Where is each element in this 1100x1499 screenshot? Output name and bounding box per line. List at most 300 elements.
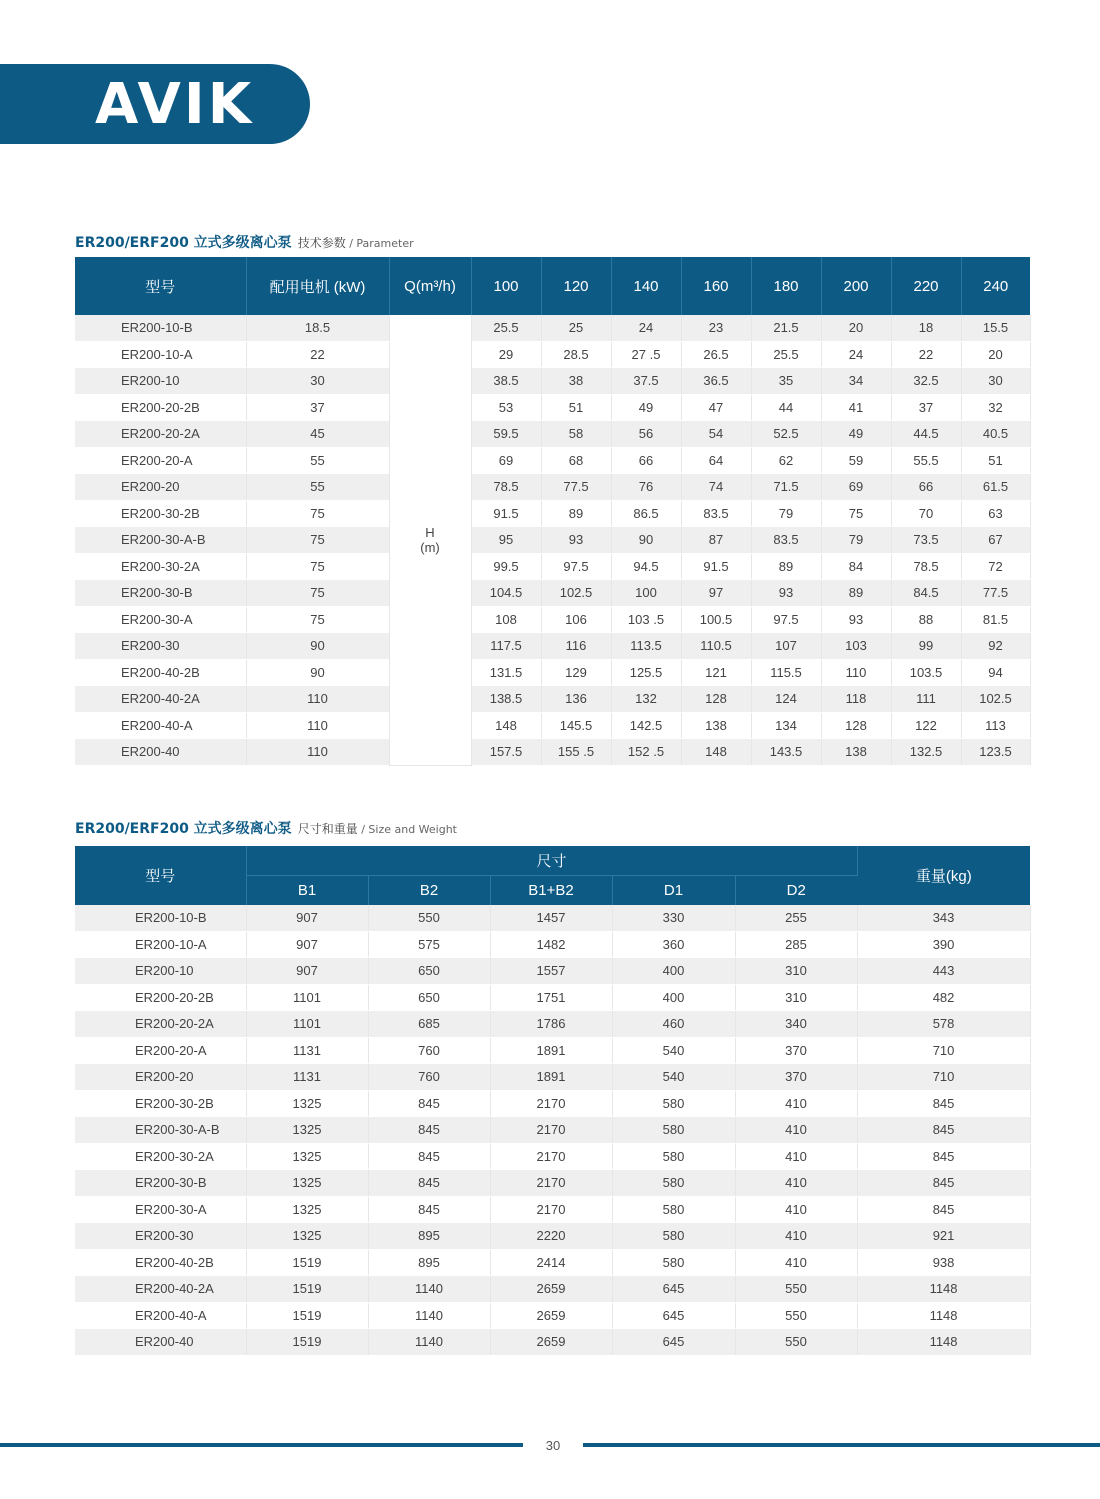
table-row [75, 1064, 1030, 1091]
head-value-cell: 90 [611, 527, 681, 554]
head-value-cell: 116 [541, 633, 611, 660]
model-cell: ER200-20-2B [75, 984, 246, 1011]
model-cell: ER200-20 [75, 1064, 246, 1091]
head-value-cell: 25.5 [751, 341, 821, 368]
head-value-cell: 66 [891, 474, 961, 501]
model-cell: ER200-30-2B [75, 1090, 246, 1117]
dimension-cell: 845 [368, 1090, 490, 1117]
head-value-cell: 91.5 [681, 553, 751, 580]
head-value-cell: 28.5 [541, 341, 611, 368]
head-value-cell: 123.5 [961, 739, 1030, 766]
motor-power-cell: 75 [246, 527, 389, 554]
weight-cell: 1148 [857, 1302, 1030, 1329]
motor-power-cell: 37 [246, 394, 389, 421]
dimension-cell: 685 [368, 1011, 490, 1038]
head-value-cell: 106 [541, 606, 611, 633]
table-row [75, 1170, 1030, 1197]
size-header-dimensions: 尺寸 [246, 846, 857, 876]
model-cell: ER200-30-A-B [75, 1117, 246, 1144]
header-flow: Q(m³/h) [389, 257, 471, 315]
head-value-cell: 124 [751, 686, 821, 713]
model-cell: ER200-20-A [75, 1037, 246, 1064]
model-cell: ER200-20-2A [75, 421, 246, 448]
size-section-title [75, 818, 457, 838]
head-value-cell: 51 [961, 447, 1030, 474]
head-value-cell: 93 [751, 580, 821, 607]
dimension-cell: 1140 [368, 1276, 490, 1303]
model-cell: ER200-40-2B [75, 1249, 246, 1276]
dimension-cell: 580 [612, 1170, 735, 1197]
head-value-cell: 61.5 [961, 474, 1030, 501]
head-value-cell: 117.5 [471, 633, 541, 660]
head-value-cell: 38 [541, 368, 611, 395]
motor-power-cell: 30 [246, 368, 389, 395]
motor-power-cell: 110 [246, 739, 389, 766]
dimension-cell: 1519 [246, 1329, 368, 1356]
head-value-cell: 132 [611, 686, 681, 713]
head-value-cell: 97.5 [751, 606, 821, 633]
head-value-cell: 68 [541, 447, 611, 474]
head-value-cell: 111 [891, 686, 961, 713]
dimension-cell: 460 [612, 1011, 735, 1038]
dimension-cell: 1325 [246, 1223, 368, 1250]
dimension-cell: 650 [368, 958, 490, 985]
dimension-cell: 310 [735, 958, 857, 985]
table-row [75, 606, 1030, 633]
header-q-200: 200 [821, 257, 891, 315]
weight-cell: 710 [857, 1064, 1030, 1091]
weight-cell: 845 [857, 1090, 1030, 1117]
head-value-cell: 145.5 [541, 712, 611, 739]
dimension-cell: 1325 [246, 1196, 368, 1223]
head-value-cell: 37.5 [611, 368, 681, 395]
model-cell: ER200-40-A [75, 1302, 246, 1329]
dimension-cell: 2170 [490, 1090, 612, 1117]
table-row [75, 341, 1030, 368]
head-value-cell: 110 [821, 659, 891, 686]
head-value-cell: 97 [681, 580, 751, 607]
head-value-cell: 74 [681, 474, 751, 501]
head-value-cell: 34 [821, 368, 891, 395]
dimension-cell: 1325 [246, 1090, 368, 1117]
dimension-cell: 1891 [490, 1064, 612, 1091]
head-value-cell: 94.5 [611, 553, 681, 580]
head-value-cell: 103.5 [891, 659, 961, 686]
head-value-cell: 18 [891, 315, 961, 341]
table-row [75, 1249, 1030, 1276]
table-row [75, 474, 1030, 501]
dimension-cell: 2170 [490, 1170, 612, 1197]
dimension-cell: 845 [368, 1117, 490, 1144]
head-value-cell: 122 [891, 712, 961, 739]
dimension-cell: 1101 [246, 1011, 368, 1038]
head-value-cell: 138 [681, 712, 751, 739]
motor-power-cell: 75 [246, 500, 389, 527]
dimension-cell: 650 [368, 984, 490, 1011]
model-cell: ER200-30-B [75, 580, 246, 607]
table-row [75, 905, 1030, 931]
weight-cell: 578 [857, 1011, 1030, 1038]
model-cell: ER200-10-A [75, 931, 246, 958]
header-q-100: 100 [471, 257, 541, 315]
motor-power-cell: 45 [246, 421, 389, 448]
table-row [75, 1117, 1030, 1144]
dimension-cell: 2170 [490, 1143, 612, 1170]
head-value-cell: 53 [471, 394, 541, 421]
brand-banner [0, 64, 310, 144]
dimension-cell: 370 [735, 1064, 857, 1091]
head-value-cell: 89 [541, 500, 611, 527]
weight-cell: 938 [857, 1249, 1030, 1276]
weight-cell: 1148 [857, 1276, 1030, 1303]
table-row [75, 368, 1030, 395]
head-value-cell: 66 [611, 447, 681, 474]
dimension-cell: 550 [735, 1276, 857, 1303]
model-cell: ER200-10 [75, 368, 246, 395]
dimension-cell: 760 [368, 1037, 490, 1064]
head-value-cell: 21.5 [751, 315, 821, 341]
head-value-cell: 134 [751, 712, 821, 739]
head-value-cell: 24 [821, 341, 891, 368]
dimension-cell: 310 [735, 984, 857, 1011]
head-value-cell: 38.5 [471, 368, 541, 395]
footer-line-left [0, 1443, 523, 1447]
head-value-cell: 157.5 [471, 739, 541, 766]
size-header-row-top [75, 846, 1030, 876]
head-value-cell: 125.5 [611, 659, 681, 686]
head-value-cell: 91.5 [471, 500, 541, 527]
table-row [75, 1329, 1030, 1356]
head-value-cell: 63 [961, 500, 1030, 527]
model-cell: ER200-40-2A [75, 1276, 246, 1303]
dimension-cell: 845 [368, 1170, 490, 1197]
size-title-sub-en: / Size and Weight [357, 823, 457, 836]
dimension-cell: 907 [246, 931, 368, 958]
head-value-cell: 99 [891, 633, 961, 660]
head-value-cell: 37 [891, 394, 961, 421]
head-value-cell: 41 [821, 394, 891, 421]
weight-cell: 710 [857, 1037, 1030, 1064]
head-value-cell: 77.5 [961, 580, 1030, 607]
head-value-cell: 113 [961, 712, 1030, 739]
motor-power-cell: 22 [246, 341, 389, 368]
size-header-weight: 重量(kg) [857, 846, 1030, 905]
model-cell: ER200-30-2B [75, 500, 246, 527]
model-cell: ER200-30-2A [75, 553, 246, 580]
dimension-cell: 845 [368, 1143, 490, 1170]
head-value-cell: 104.5 [471, 580, 541, 607]
head-value-cell: 47 [681, 394, 751, 421]
head-value-cell: 25.5 [471, 315, 541, 341]
head-value-cell: 35 [751, 368, 821, 395]
dimension-cell: 2659 [490, 1276, 612, 1303]
parameter-title-sub-en: / Parameter [345, 237, 414, 250]
head-value-cell: 67 [961, 527, 1030, 554]
dimension-cell: 1131 [246, 1064, 368, 1091]
head-value-cell: 93 [821, 606, 891, 633]
head-value-cell: 83.5 [681, 500, 751, 527]
dimension-cell: 1101 [246, 984, 368, 1011]
head-value-cell: 88 [891, 606, 961, 633]
size-header-model: 型号 [75, 846, 246, 905]
table-row [75, 659, 1030, 686]
weight-cell: 1148 [857, 1329, 1030, 1356]
table-row [75, 931, 1030, 958]
table-row [75, 553, 1030, 580]
head-value-cell: 128 [821, 712, 891, 739]
dimension-cell: 1519 [246, 1302, 368, 1329]
head-value-cell: 58 [541, 421, 611, 448]
size-header-b2: B2 [368, 876, 490, 906]
head-value-cell: 75 [821, 500, 891, 527]
motor-power-cell: 55 [246, 474, 389, 501]
table-row [75, 712, 1030, 739]
head-value-cell: 78.5 [471, 474, 541, 501]
dimension-cell: 580 [612, 1143, 735, 1170]
header-motor-power: 配用电机 (kW) [246, 257, 389, 315]
table-row [75, 984, 1030, 1011]
table-row [75, 1011, 1030, 1038]
head-value-cell: 94 [961, 659, 1030, 686]
model-cell: ER200-10 [75, 958, 246, 985]
head-value-cell: 100.5 [681, 606, 751, 633]
table-row [75, 394, 1030, 421]
parameter-title-main: ER200/ERF200 立式多级离心泵 [75, 235, 292, 251]
dimension-cell: 895 [368, 1249, 490, 1276]
model-cell: ER200-20 [75, 474, 246, 501]
dimension-cell: 400 [612, 984, 735, 1011]
dimension-cell: 580 [612, 1090, 735, 1117]
dimension-cell: 2414 [490, 1249, 612, 1276]
head-value-cell: 52.5 [751, 421, 821, 448]
weight-cell: 390 [857, 931, 1030, 958]
head-value-cell: 136 [541, 686, 611, 713]
head-value-cell: 129 [541, 659, 611, 686]
head-value-cell: 148 [681, 739, 751, 766]
head-value-cell: 113.5 [611, 633, 681, 660]
head-value-cell: 100 [611, 580, 681, 607]
dimension-cell: 550 [735, 1329, 857, 1356]
header-q-160: 160 [681, 257, 751, 315]
table-row [75, 1302, 1030, 1329]
dimension-cell: 1557 [490, 958, 612, 985]
head-value-cell: 148 [471, 712, 541, 739]
head-value-cell: 93 [541, 527, 611, 554]
head-value-cell: 142.5 [611, 712, 681, 739]
parameter-section-title [75, 232, 414, 252]
model-cell: ER200-30-B [75, 1170, 246, 1197]
head-value-cell: 27 .5 [611, 341, 681, 368]
model-cell: ER200-30-A-B [75, 527, 246, 554]
head-value-cell: 86.5 [611, 500, 681, 527]
head-unit-label: H [425, 524, 435, 540]
dimension-cell: 645 [612, 1329, 735, 1356]
head-value-cell: 131.5 [471, 659, 541, 686]
table-row [75, 1276, 1030, 1303]
head-value-cell: 25 [541, 315, 611, 341]
size-header-b1: B1 [246, 876, 368, 906]
head-value-cell: 30 [961, 368, 1030, 395]
header-q-180: 180 [751, 257, 821, 315]
head-value-cell: 102.5 [961, 686, 1030, 713]
head-value-cell: 73.5 [891, 527, 961, 554]
parameter-table [75, 257, 1031, 766]
head-value-cell: 128 [681, 686, 751, 713]
model-cell: ER200-40-A [75, 712, 246, 739]
dimension-cell: 1751 [490, 984, 612, 1011]
dimension-cell: 1519 [246, 1249, 368, 1276]
weight-cell: 443 [857, 958, 1030, 985]
head-value-cell: 15.5 [961, 315, 1030, 341]
size-weight-table [75, 846, 1031, 1356]
footer-line-right [583, 1443, 1100, 1447]
head-value-cell: 26.5 [681, 341, 751, 368]
dimension-cell: 1519 [246, 1276, 368, 1303]
dimension-cell: 2659 [490, 1302, 612, 1329]
dimension-cell: 580 [612, 1117, 735, 1144]
head-value-cell: 92 [961, 633, 1030, 660]
head-value-cell: 62 [751, 447, 821, 474]
motor-power-cell: 110 [246, 686, 389, 713]
weight-cell: 482 [857, 984, 1030, 1011]
dimension-cell: 410 [735, 1223, 857, 1250]
dimension-cell: 1140 [368, 1302, 490, 1329]
model-cell: ER200-30-A [75, 1196, 246, 1223]
head-value-cell: 71.5 [751, 474, 821, 501]
head-value-cell: 59.5 [471, 421, 541, 448]
header-q-140: 140 [611, 257, 681, 315]
dimension-cell: 645 [612, 1276, 735, 1303]
head-value-cell: 89 [821, 580, 891, 607]
model-cell: ER200-40-2B [75, 659, 246, 686]
model-cell: ER200-30 [75, 633, 246, 660]
model-cell: ER200-20-A [75, 447, 246, 474]
motor-power-cell: 90 [246, 659, 389, 686]
dimension-cell: 2220 [490, 1223, 612, 1250]
head-value-cell: 121 [681, 659, 751, 686]
dimension-cell: 1140 [368, 1329, 490, 1356]
dimension-cell: 1325 [246, 1170, 368, 1197]
table-row [75, 1196, 1030, 1223]
dimension-cell: 907 [246, 905, 368, 931]
head-value-cell: 32.5 [891, 368, 961, 395]
dimension-cell: 1482 [490, 931, 612, 958]
head-unit-meter: (m) [420, 539, 440, 555]
weight-cell: 845 [857, 1117, 1030, 1144]
table-row [75, 686, 1030, 713]
dimension-cell: 410 [735, 1170, 857, 1197]
head-value-cell: 103 [821, 633, 891, 660]
header-q-220: 220 [891, 257, 961, 315]
weight-cell: 343 [857, 905, 1030, 931]
head-value-cell: 79 [821, 527, 891, 554]
model-cell: ER200-20-2B [75, 394, 246, 421]
head-value-cell: 70 [891, 500, 961, 527]
dimension-cell: 330 [612, 905, 735, 931]
size-header-d2: D2 [735, 876, 857, 906]
dimension-cell: 370 [735, 1037, 857, 1064]
head-value-cell: 87 [681, 527, 751, 554]
table-row [75, 580, 1030, 607]
head-value-cell: 54 [681, 421, 751, 448]
head-value-cell: 51 [541, 394, 611, 421]
dimension-cell: 400 [612, 958, 735, 985]
head-value-cell: 59 [821, 447, 891, 474]
header-model: 型号 [75, 257, 246, 315]
head-value-cell: 69 [471, 447, 541, 474]
head-value-cell: 83.5 [751, 527, 821, 554]
head-value-cell: 44.5 [891, 421, 961, 448]
table-row [75, 633, 1030, 660]
head-value-cell: 55.5 [891, 447, 961, 474]
head-value-cell: 118 [821, 686, 891, 713]
parameter-header-row [75, 257, 1030, 315]
model-cell: ER200-20-2A [75, 1011, 246, 1038]
head-value-cell: 143.5 [751, 739, 821, 766]
head-value-cell: 107 [751, 633, 821, 660]
head-value-cell: 99.5 [471, 553, 541, 580]
head-value-cell: 20 [961, 341, 1030, 368]
head-value-cell: 23 [681, 315, 751, 341]
head-value-cell: 29 [471, 341, 541, 368]
head-value-cell: 84 [821, 553, 891, 580]
head-value-cell: 76 [611, 474, 681, 501]
head-value-cell: 49 [611, 394, 681, 421]
head-value-cell: 97.5 [541, 553, 611, 580]
dimension-cell: 580 [612, 1249, 735, 1276]
head-value-cell: 155 .5 [541, 739, 611, 766]
table-row [75, 1223, 1030, 1250]
head-value-cell: 132.5 [891, 739, 961, 766]
dimension-cell: 2170 [490, 1117, 612, 1144]
dimension-cell: 907 [246, 958, 368, 985]
dimension-cell: 1325 [246, 1143, 368, 1170]
header-q-120: 120 [541, 257, 611, 315]
head-value-cell: 64 [681, 447, 751, 474]
size-title-main: ER200/ERF200 立式多级离心泵 [75, 821, 292, 837]
table-row [75, 421, 1030, 448]
dimension-cell: 550 [735, 1302, 857, 1329]
table-row [75, 500, 1030, 527]
dimension-cell: 410 [735, 1249, 857, 1276]
model-cell: ER200-30-A [75, 606, 246, 633]
model-cell: ER200-10-B [75, 315, 246, 341]
head-value-cell: 102.5 [541, 580, 611, 607]
head-value-cell: 79 [751, 500, 821, 527]
parameter-title-sub: 技术参数 [297, 236, 346, 250]
motor-power-cell: 110 [246, 712, 389, 739]
dimension-cell: 1891 [490, 1037, 612, 1064]
weight-cell: 845 [857, 1196, 1030, 1223]
head-value-cell: 72 [961, 553, 1030, 580]
dimension-cell: 1786 [490, 1011, 612, 1038]
table-row [75, 1037, 1030, 1064]
dimension-cell: 550 [368, 905, 490, 931]
table-row [75, 958, 1030, 985]
head-value-cell: 56 [611, 421, 681, 448]
head-value-cell: 69 [821, 474, 891, 501]
head-value-cell: 32 [961, 394, 1030, 421]
head-value-cell: 110.5 [681, 633, 751, 660]
model-cell: ER200-10-A [75, 341, 246, 368]
table-row [75, 739, 1030, 766]
model-cell: ER200-40 [75, 739, 246, 766]
head-unit-cell [389, 315, 471, 765]
dimension-cell: 895 [368, 1223, 490, 1250]
dimension-cell: 285 [735, 931, 857, 958]
head-value-cell: 22 [891, 341, 961, 368]
head-value-cell: 103 .5 [611, 606, 681, 633]
